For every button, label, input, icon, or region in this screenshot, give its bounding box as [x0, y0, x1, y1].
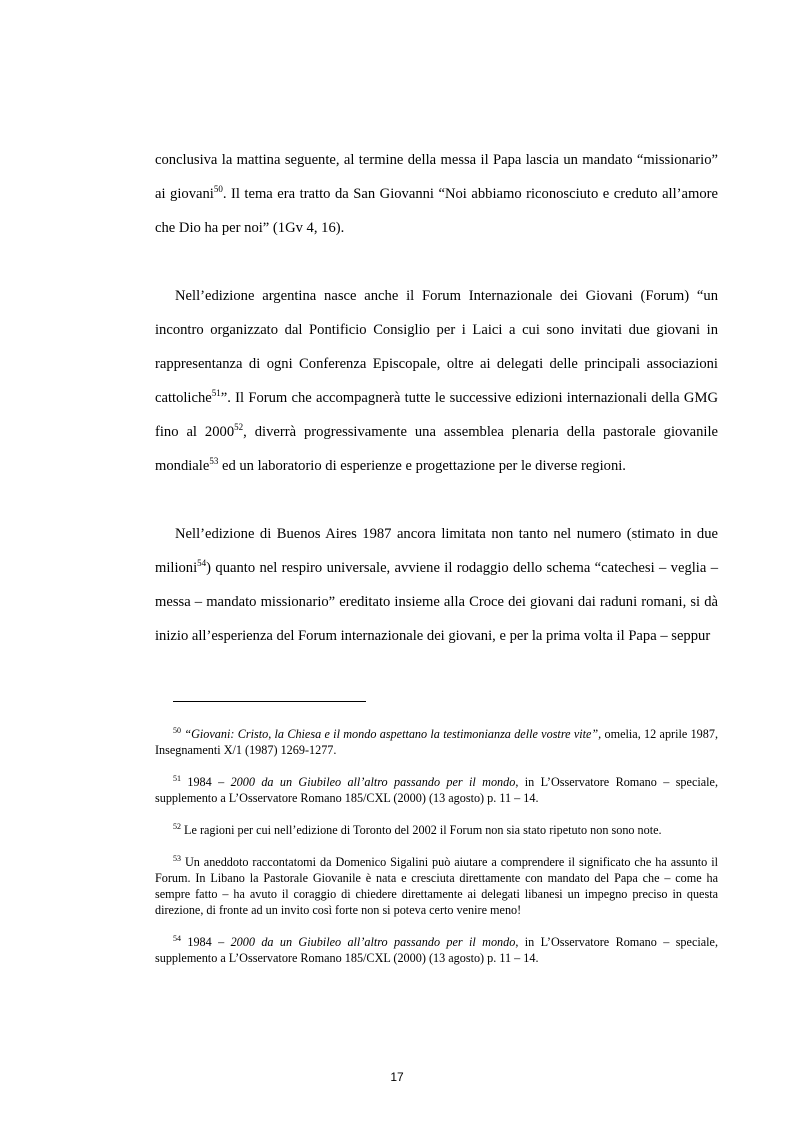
paragraph-2-text-a: Nell’edizione argentina nasce anche il Forum Internazionale dei Giovani (Forum) “un incontro organizzato dal Pontificio Consiglio per i Laici a cui sono invitati due giovani in rappresentanza di ogni Conferenza Episcopale, oltre ai delegati delle principali associazioni cattoliche: [155, 288, 718, 406]
paragraph-3: [155, 517, 718, 653]
footnotes: [155, 726, 718, 982]
footnote-title: “Giovani: Cristo, la Chiesa e il mondo aspettano la testimonianza delle vostre vite”,: [184, 727, 602, 741]
footnote-title: 2000 da un Giubileo all’altro passando per il mondo: [230, 775, 516, 789]
footnote-54: [155, 934, 718, 966]
footnote-number: 50: [173, 726, 181, 735]
footnote-text: , in L’Osservatore Romano – speciale, supplemento a L’Osservatore Romano 185/CXL (2000) (13 agosto) p. 11 – 14.: [155, 775, 718, 805]
footnote-ref-53[interactable]: 53: [209, 456, 219, 466]
footnote-prefix: 1984 –: [181, 935, 231, 949]
page-number: 17: [390, 1070, 404, 1084]
footnote-50: [155, 726, 718, 758]
paragraph-1-text-b: . Il tema era tratto da San Giovanni “Noi abbiamo riconosciuto e creduto all’amore che Dio ha per noi” (1Gv 4, 16).: [155, 186, 718, 236]
footnote-52: [155, 822, 718, 838]
footnote-ref-52[interactable]: 52: [234, 422, 244, 432]
footnote-number: 53: [173, 854, 181, 863]
footnote-ref-54[interactable]: 54: [197, 558, 207, 568]
footnote-text: Le ragioni per cui nell’edizione di Toronto del 2002 il Forum non sia stato ripetuto non sono note.: [181, 823, 662, 837]
paragraph-2-text-b: ”. Il Forum che accompagnerà tutte le successive edizioni internazionali della GMG fino al 2000: [155, 390, 718, 440]
paragraph-1-text-a: conclusiva la mattina seguente, al termine della messa il Papa lascia un mandato “missionario” ai giovani: [155, 152, 718, 202]
footnote-ref-51[interactable]: 51: [211, 388, 221, 398]
footnote-prefix: 1984 –: [181, 775, 231, 789]
footnote-number: 54: [173, 934, 181, 943]
footnote-text: omelia, 12 aprile 1987, Insegnamenti X/1 (1987) 1269-1277.: [155, 727, 718, 757]
paragraph-1: [155, 143, 718, 245]
footnote-number: 52: [173, 822, 181, 831]
footnote-53: [155, 854, 718, 918]
paragraph-2-text-c: , diverrà progressivamente una assemblea plenaria della pastorale giovanile mondiale: [155, 424, 718, 474]
paragraph-2-text-d: ed un laboratorio di esperienze e progettazione per le diverse regioni.: [218, 458, 626, 474]
footnote-separator: [173, 701, 366, 702]
footnote-51: [155, 774, 718, 806]
footnote-text: Un aneddoto raccontatomi da Domenico Sigalini può aiutare a comprendere il significato che ha assunto il Forum. In Libano la Pastorale Giovanile è nata e cresciuta direttamente con mandato del Papa che – come ha sempre fatto – ha avuto il coraggio di chiedere direttamente ai delegati libanesi un impegno preciso in questa direzione, di fronte ad un invito così forte non si poteva certo venire meno!: [155, 855, 718, 917]
footnote-number: 51: [173, 774, 181, 783]
footnote-title: 2000 da un Giubileo all’altro passando per il mondo: [230, 935, 516, 949]
paragraph-3-text-b: ) quanto nel respiro universale, avviene il rodaggio dello schema “catechesi – veglia – messa – mandato missionario” ereditato insieme alla Croce dei giovani dai raduni romani, si dà inizio all’esperienza del Forum internazionale dei giovani, e per la prima volta il Papa – seppur: [155, 560, 718, 644]
footnote-text: , in L’Osservatore Romano – speciale, supplemento a L’Osservatore Romano 185/CXL (2000) (13 agosto) p. 11 – 14.: [155, 935, 718, 965]
paragraph-2: [155, 279, 718, 483]
body-text: [155, 143, 718, 653]
footnote-ref-50[interactable]: 50: [213, 184, 223, 194]
paragraph-3-text-a: Nell’edizione di Buenos Aires 1987 ancora limitata non tanto nel numero (stimato in due milioni: [155, 526, 718, 576]
